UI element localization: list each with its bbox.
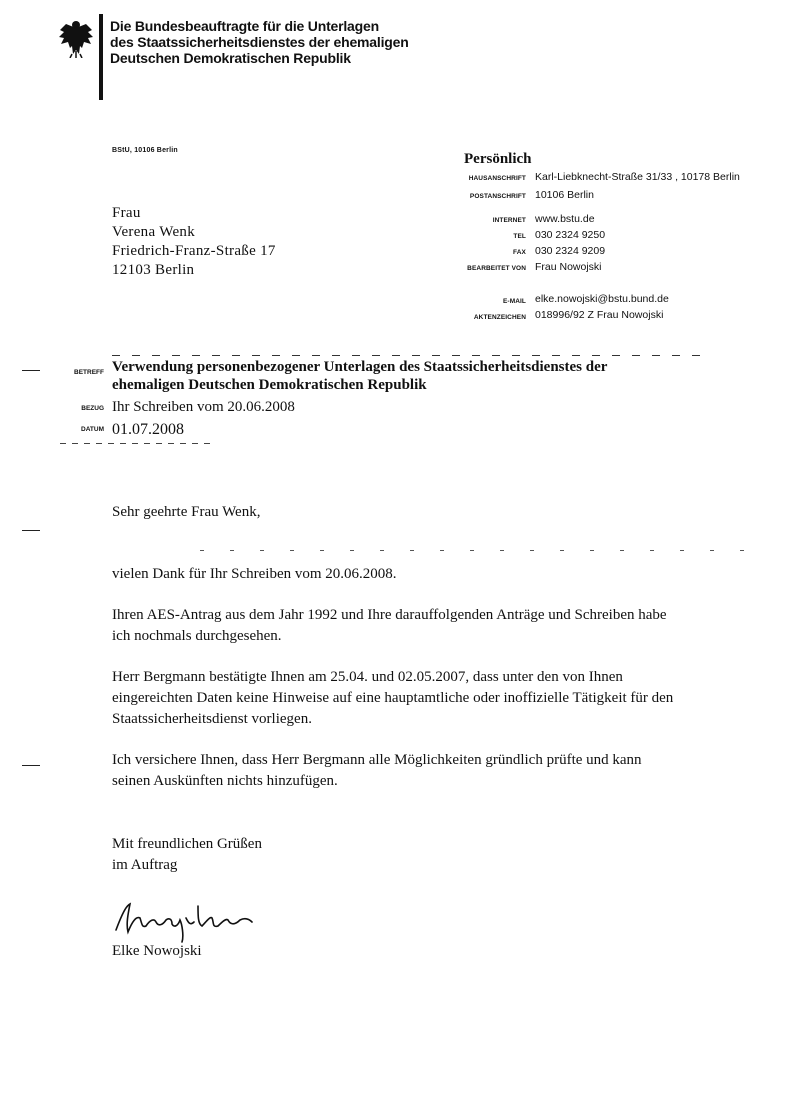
closing-line: Mit freundlichen Grüßen: [112, 836, 262, 852]
handwritten-signature: [112, 896, 272, 946]
contact-value: Karl-Liebknecht-Straße 31/33 , 10178 Berlin: [535, 171, 740, 183]
closing: [112, 834, 262, 876]
agency-line: Deutschen Demokratischen Republik: [110, 50, 351, 66]
letter-date: 01.07.2008: [112, 421, 184, 438]
contact-value: Frau Nowojski: [535, 261, 602, 273]
contact-label: HAUSANSCHRIFT: [468, 175, 526, 182]
paragraph-line: seinen Auskünften nichts hinzufügen.: [112, 773, 338, 789]
letterhead-divider: [99, 14, 103, 100]
salutation: Sehr geehrte Frau Wenk,: [112, 504, 261, 520]
signer-name: Elke Nowojski: [112, 943, 202, 959]
paragraph-line: Herr Bergmann bestätigte Ihnen am 25.04. und 02.05.2007, dass unter den von Ihnen: [112, 669, 623, 685]
contact-label: BEARBEITET VON: [467, 265, 526, 272]
scan-noise: [112, 355, 712, 356]
paragraph-1: [112, 564, 397, 585]
paragraph-line: vielen Dank für Ihr Schreiben vom 20.06.2008.: [112, 566, 397, 582]
paragraph-line: Ihren AES-Antrag aus dem Jahr 1992 und Ihre darauffolgenden Anträge und Schreiben habe: [112, 607, 667, 623]
contact-value: 030 2324 9209: [535, 245, 606, 257]
datum-label: DATUM: [81, 426, 104, 433]
contact-value: 030 2324 9250: [535, 229, 606, 241]
contact-label: E-MAIL: [503, 298, 526, 305]
recipient-address: [112, 204, 276, 280]
closing-line: im Auftrag: [112, 857, 178, 873]
reference-line: Ihr Schreiben vom 20.06.2008: [112, 399, 295, 415]
paragraph-3: [112, 667, 673, 730]
scan-noise: [60, 443, 210, 444]
contact-label: TEL: [513, 233, 526, 240]
agency-line: Die Bundesbeauftragte für die Unterlagen: [110, 18, 379, 34]
contact-value: 018996/92 Z Frau Nowojski: [535, 309, 664, 321]
betreff-label: BETREFF: [74, 369, 104, 376]
subject-text: ehemaligen Deutschen Demokratischen Republik: [112, 377, 427, 393]
subject-line: [112, 358, 712, 394]
contact-value: www.bstu.de: [535, 213, 595, 225]
personal-marker: Persönlich: [464, 151, 532, 167]
contact-label: FAX: [513, 249, 526, 256]
sender-return-address: BStU, 10106 Berlin: [112, 147, 178, 154]
recipient-line: Verena Wenk: [112, 224, 196, 240]
paragraph-line: eingereichten Daten keine Hinweise auf eine hauptamtliche oder inoffizielle Tätigkeit für den: [112, 690, 674, 706]
recipient-line: Frau: [112, 205, 141, 221]
scan-noise: [200, 550, 760, 551]
paragraph-line: ich nochmals durchgesehen.: [112, 628, 282, 644]
fold-mark: [22, 370, 40, 371]
paragraph-2: [112, 605, 667, 647]
contact-label: AKTENZEICHEN: [473, 314, 526, 321]
paragraph-4: [112, 750, 642, 792]
paragraph-line: Ich versichere Ihnen, dass Herr Bergmann alle Möglichkeiten gründlich prüfte und kann: [112, 752, 642, 768]
bezug-label: BEZUG: [81, 405, 104, 412]
contact-value: elke.nowojski@bstu.bund.de: [535, 293, 669, 305]
agency-line: des Staatssicherheitsdienstes der ehemaligen: [110, 34, 409, 50]
federal-eagle-icon: [58, 18, 94, 58]
agency-name: [110, 18, 409, 66]
recipient-line: Friedrich-Franz-Straße 17: [112, 243, 276, 259]
fold-mark: [22, 765, 40, 766]
paragraph-line: Staatssicherheitsdienst vorliegen.: [112, 711, 312, 727]
recipient-line: 12103 Berlin: [112, 262, 195, 278]
contact-value: 10106 Berlin: [535, 189, 594, 201]
contact-label: INTERNET: [492, 217, 526, 224]
contact-label: POSTANSCHRIFT: [469, 193, 526, 200]
fold-mark: [22, 530, 40, 531]
subject-text: Verwendung personenbezogener Unterlagen des Staatssicherheitsdienstes der: [112, 359, 608, 375]
